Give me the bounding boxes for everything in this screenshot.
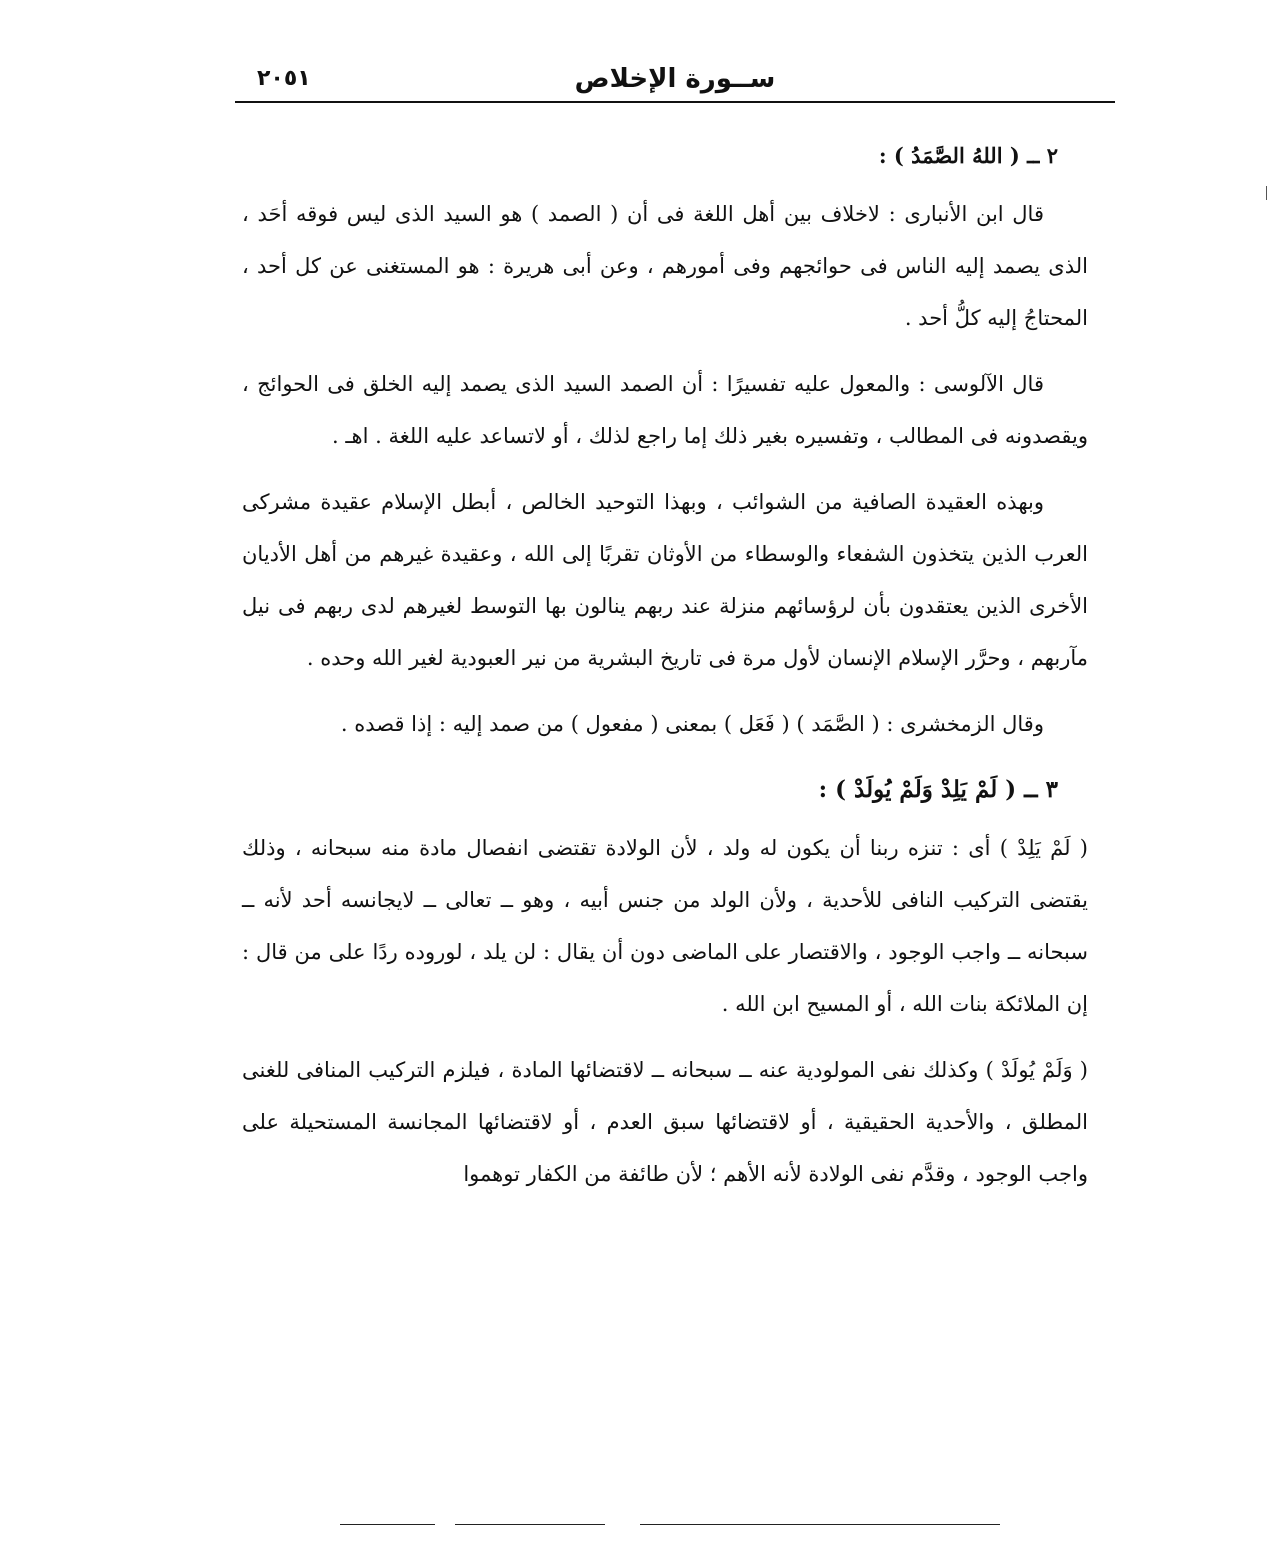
footer-rule-right bbox=[640, 1524, 1000, 1525]
surah-title: ســورة الإخلاص bbox=[574, 64, 776, 94]
paragraph-ibn-alanbari: قال ابن الأنبارى : لاخلاف بين أهل اللغة فى أن ( الصمد ) هو السيد الذى ليس فوقه أحَد ، الذى يصمد إليه الناس فى حوائجهم وفى أمورهم ، وعن أبى هريرة : هو المستغنى عن كل أحد ، المحتاجُ إليه كلُّ أحد . bbox=[242, 202, 1088, 330]
paragraph-alalusi: قال الآلوسى : والمعول عليه تفسيرًا : أن الصمد السيد الذى يصمد إليه الخلق فى الحوائج ، ويقصدونه فى المطالب ، وتفسيره بغير ذلك إما راجع لذلك ، أو لاتساعد عليه اللغة . اهـ . bbox=[242, 372, 1088, 448]
paragraph-lam-yalid: ( لَمْ يَلِدْ ) أى : تنزه ربنا أن يكون له ولد ، لأن الولادة تقتضى انفصال مادة منه سبحانه ، وذلك يقتضى التركيب النافى للأحدية ، ولأن الولد من جنس أبيه ، وهو ــ تعالى ــ لايجانسه أحد لأنه ــ سبحانه ــ واجب الوجود ، والاقتصار على الماضى دون أن يقال : لن يلد ، لوروده ردًا على من قال : إن الملائكة بنات الله ، أو المسيح ابن الله . bbox=[242, 836, 1088, 1016]
page-body bbox=[242, 130, 1088, 1214]
running-header bbox=[235, 58, 1115, 104]
footer-rule-middle bbox=[455, 1524, 605, 1525]
footer-rule-left bbox=[340, 1524, 435, 1525]
paragraph-alzamakhshari: وقال الزمخشرى : ( الصَّمَد ) ( فَعَل ) بمعنى ( مفعول ) من صمد إليه : إذا قصده . bbox=[340, 712, 1044, 736]
verse-heading-3: ٣ ــ ( لَمْ يَلِدْ وَلَمْ يُولَدْ ) : bbox=[818, 776, 1058, 803]
page-number: ٢٠٥١ bbox=[257, 66, 311, 91]
paragraph-pure-creed: وبهذه العقيدة الصافية من الشوائب ، وبهذا التوحيد الخالص ، أبطل الإسلام عقيدة مشركى العرب الذين يتخذون الشفعاء والوسطاء من الأوثان تقربًا إلى الله ، وعقيدة غيرهم من أهل الأديان الأخرى الذين يعتقدون بأن لرؤسائهم منزلة عند ربهم ينالون بها التوسط لغيرهم لدى ربهم فى نيل مآربهم ، وحرَّر الإسلام الإنسان لأول مرة فى تاريخ البشرية من نير العبودية لغير الله وحده . bbox=[242, 490, 1088, 670]
margin-mark bbox=[1266, 186, 1267, 200]
verse-heading-2: ٢ ــ ( اللهُ الصَّمَدُ ) : bbox=[878, 143, 1058, 168]
header-divider bbox=[235, 101, 1115, 103]
paragraph-walam-yulad: ( وَلَمْ يُولَدْ ) وكذلك نفى المولودية عنه ــ سبحانه ــ لاقتضائها المادة ، فيلزم التركيب المنافى للغنى المطلق ، والأحدية الحقيقية ، أو لاقتضائها سبق العدم ، أو لاقتضائها المجانسة المستحيلة على واجب الوجود ، وقدَّم نفى الولادة لأنه الأهم ؛ لأن طائفة من الكفار توهموا bbox=[242, 1058, 1088, 1186]
